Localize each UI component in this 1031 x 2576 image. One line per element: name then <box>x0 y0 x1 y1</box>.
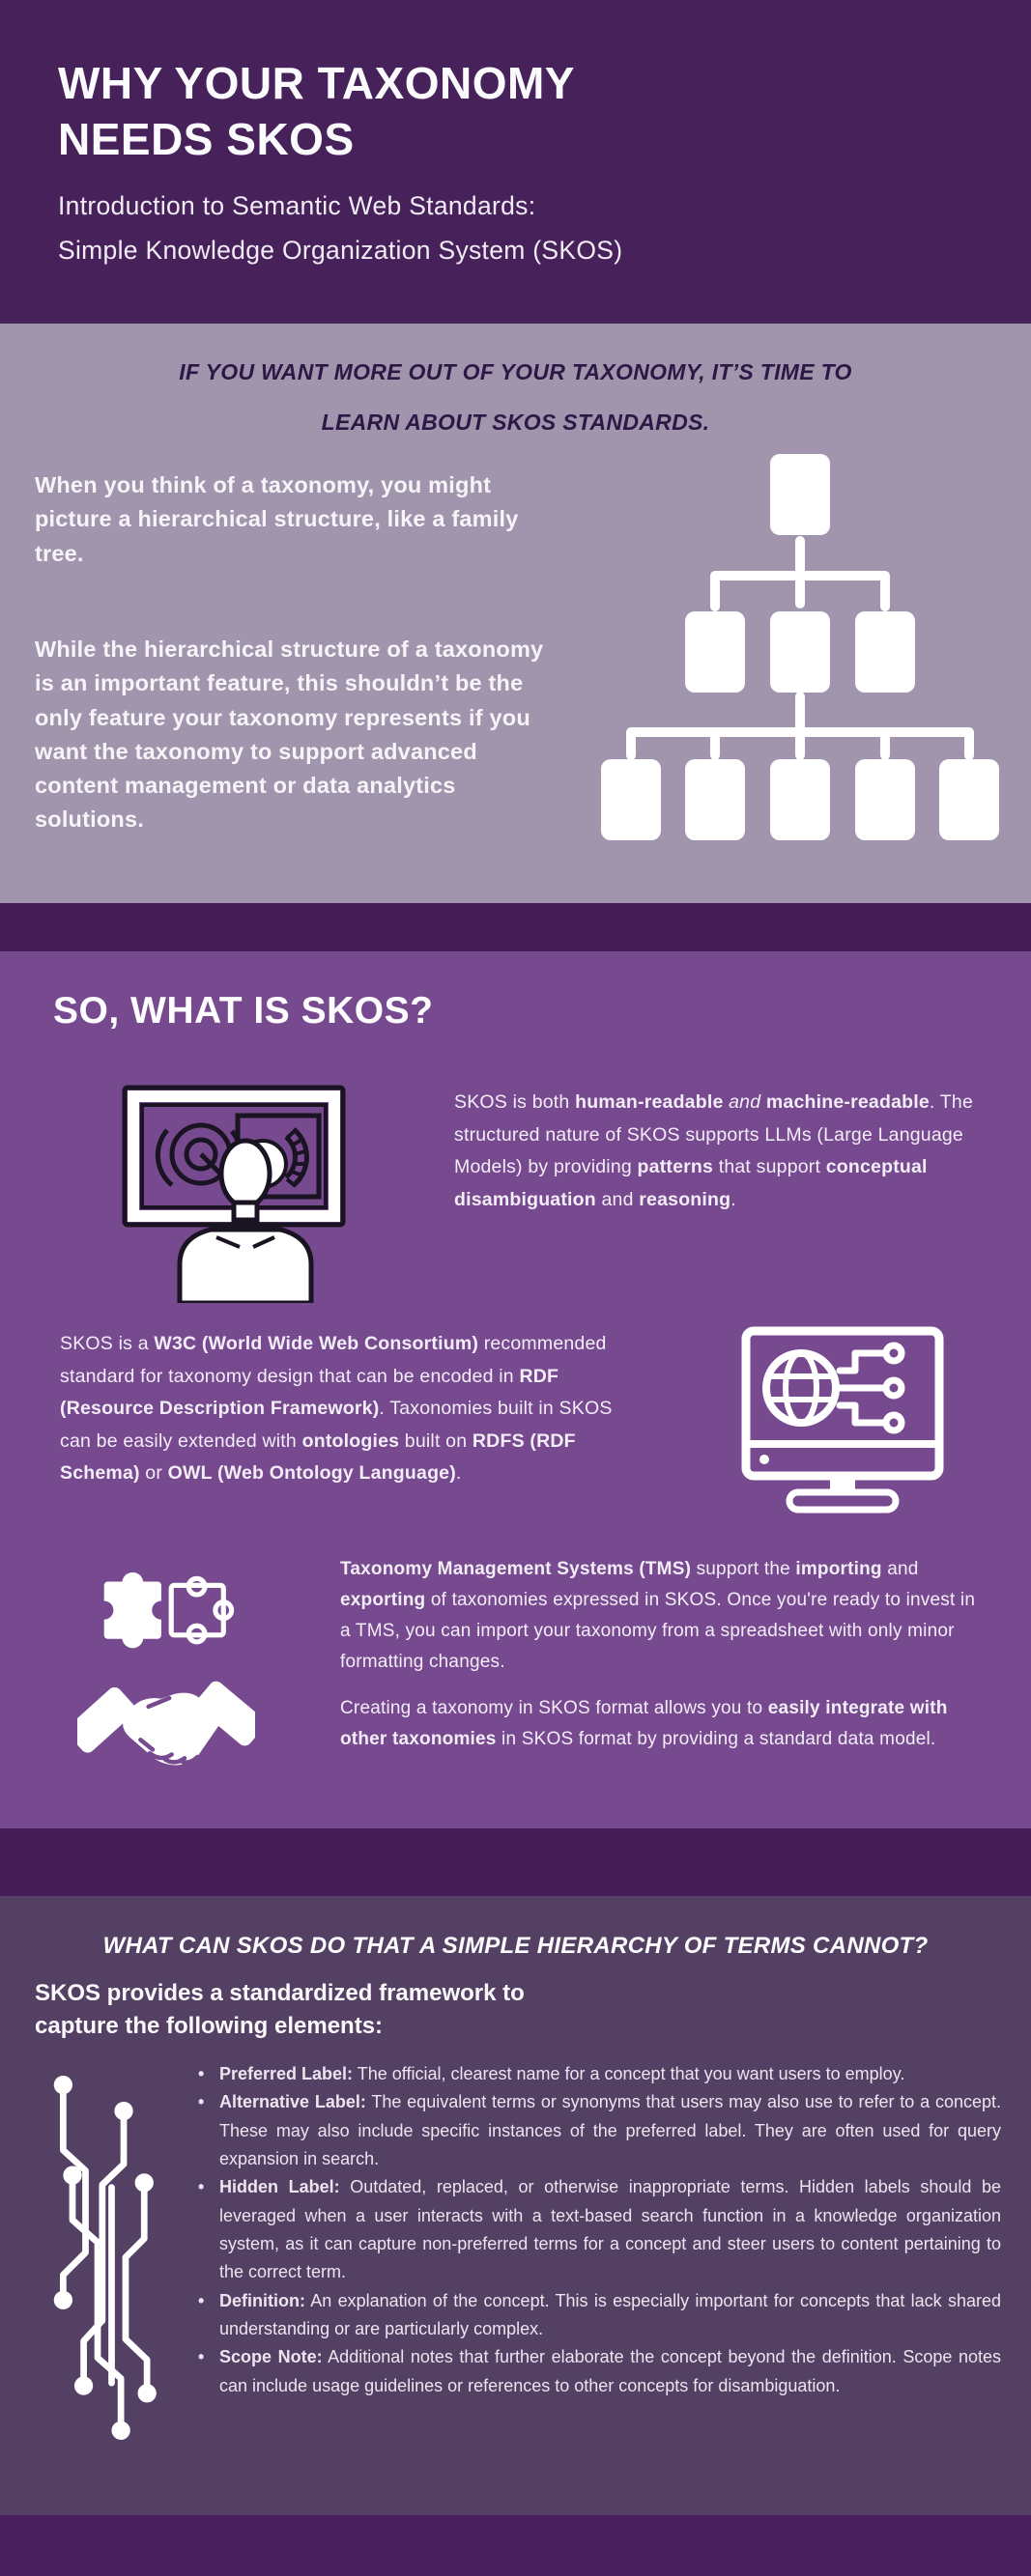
item-label: Hidden Label: <box>219 2177 340 2197</box>
separator-band-2 <box>0 1828 1031 1896</box>
list-item-alternative-label <box>196 2088 1001 2173</box>
item-text: Outdated, replaced, or otherwise inappropriate terms. Hidden labels should be leveraged when a user interacts with a text-based search function in a knowledge organization system, as it can capture non-preferred terms for a concept and steer users to content pertaining to the correct term. <box>219 2177 1001 2282</box>
page-title: WHY YOUR TAXONOMY NEEDS SKOS <box>58 58 575 164</box>
skos-section-heading: SO, WHAT IS SKOS? <box>53 990 434 1032</box>
item-label: Definition: <box>219 2290 305 2310</box>
tms-paragraph-2: Creating a taxonomy in SKOS format allows you to easily integrate with other taxonomies in SKOS format by providing a standard data model. <box>340 1697 948 1749</box>
intro-paragraph-1: When you think of a taxonomy, you might picture a hierarchical structure, like a family tree. <box>35 472 519 566</box>
item-text: The equivalent terms or synonyms that users may also use to refer to a concept. These may also include specific instances of the preferred label. They are often used for query expansion in search. <box>219 2092 1001 2168</box>
handshake-icon <box>77 1661 255 1789</box>
person-viewing-screen-icon <box>122 1085 346 1303</box>
circuit-traces-icon <box>46 2068 177 2447</box>
item-label: Alternative Label: <box>219 2092 366 2112</box>
subtitle-line-2: Simple Knowledge Organization System (SKOS) <box>58 236 623 266</box>
skos-paragraph-w3c: SKOS is a W3C (World Wide Web Consortium) recommended standard for taxonomy design that can be encoded in RDF (Resource Description Framework). Taxonomies built in SKOS can be easily extended with ontologies built on RDFS (RDF Schema) or OWL (Web Ontology Language). <box>60 1333 613 1485</box>
skos-elements-section <box>0 1896 1031 2515</box>
item-label: Preferred Label: <box>219 2064 354 2083</box>
tms-paragraph-1: Taxonomy Management Systems (TMS) support the importing and exporting of taxonomies expressed in SKOS. Once you're ready to invest in a TMS, you can import your taxonomy from a spreadsheet with only minor formatting changes. <box>340 1559 976 1672</box>
header-section <box>0 0 1031 324</box>
elements-list <box>196 2060 1001 2400</box>
footer-band <box>0 2515 1031 2576</box>
list-item-scope-note <box>196 2343 1001 2400</box>
intro-heading <box>0 347 1031 447</box>
org-chart-tree-icon <box>601 454 999 840</box>
intro-section <box>0 324 1031 903</box>
item-text: Additional notes that further elaborate the concept beyond the definition. Scope notes can include usage guidelines or references to other concepts for disambiguation. <box>219 2347 1001 2395</box>
puzzle-pieces-icon <box>97 1558 240 1659</box>
item-text: The official, clearest name for a concept that you want users to employ. <box>353 2064 905 2083</box>
skos-paragraph-tms <box>340 1554 980 1754</box>
intro-heading-line-1: IF YOU WANT MORE OUT OF YOUR TAXONOMY, IT’S TIME TO <box>179 359 852 384</box>
monitor-globe-network-icon <box>741 1326 944 1515</box>
intro-paragraph-2: While the hierarchical structure of a taxonomy is an important feature, this shouldn’t be the only feature your taxonomy represents if you want the taxonomy to support advanced content management or data analytics solutions. <box>35 637 544 833</box>
list-item-hidden-label <box>196 2173 1001 2286</box>
item-label: Scope Note: <box>219 2347 323 2367</box>
subtitle-line-1: Introduction to Semantic Web Standards: <box>58 191 536 220</box>
what-is-skos-section <box>0 951 1031 1828</box>
separator-band-1 <box>0 903 1031 951</box>
intro-heading-line-2: LEARN ABOUT SKOS STANDARDS. <box>321 410 710 435</box>
item-text: An explanation of the concept. This is especially important for concepts that lack shared understanding or are particularly complex. <box>219 2290 1001 2338</box>
list-item-definition <box>196 2287 1001 2344</box>
elements-heading: WHAT CAN SKOS DO THAT A SIMPLE HIERARCHY OF TERMS CANNOT? <box>102 1933 929 1959</box>
elements-intro: SKOS provides a standardized framework to capture the following elements: <box>35 1980 525 2039</box>
page-subtitle <box>58 184 622 272</box>
skos-paragraph-readable: SKOS is both human-readable and machine-readable. The structured nature of SKOS supports LLMs (Large Language Models) by providing patterns that support conceptual disambiguation and reasoning. <box>454 1091 974 1210</box>
list-item-preferred-label <box>196 2060 1001 2088</box>
